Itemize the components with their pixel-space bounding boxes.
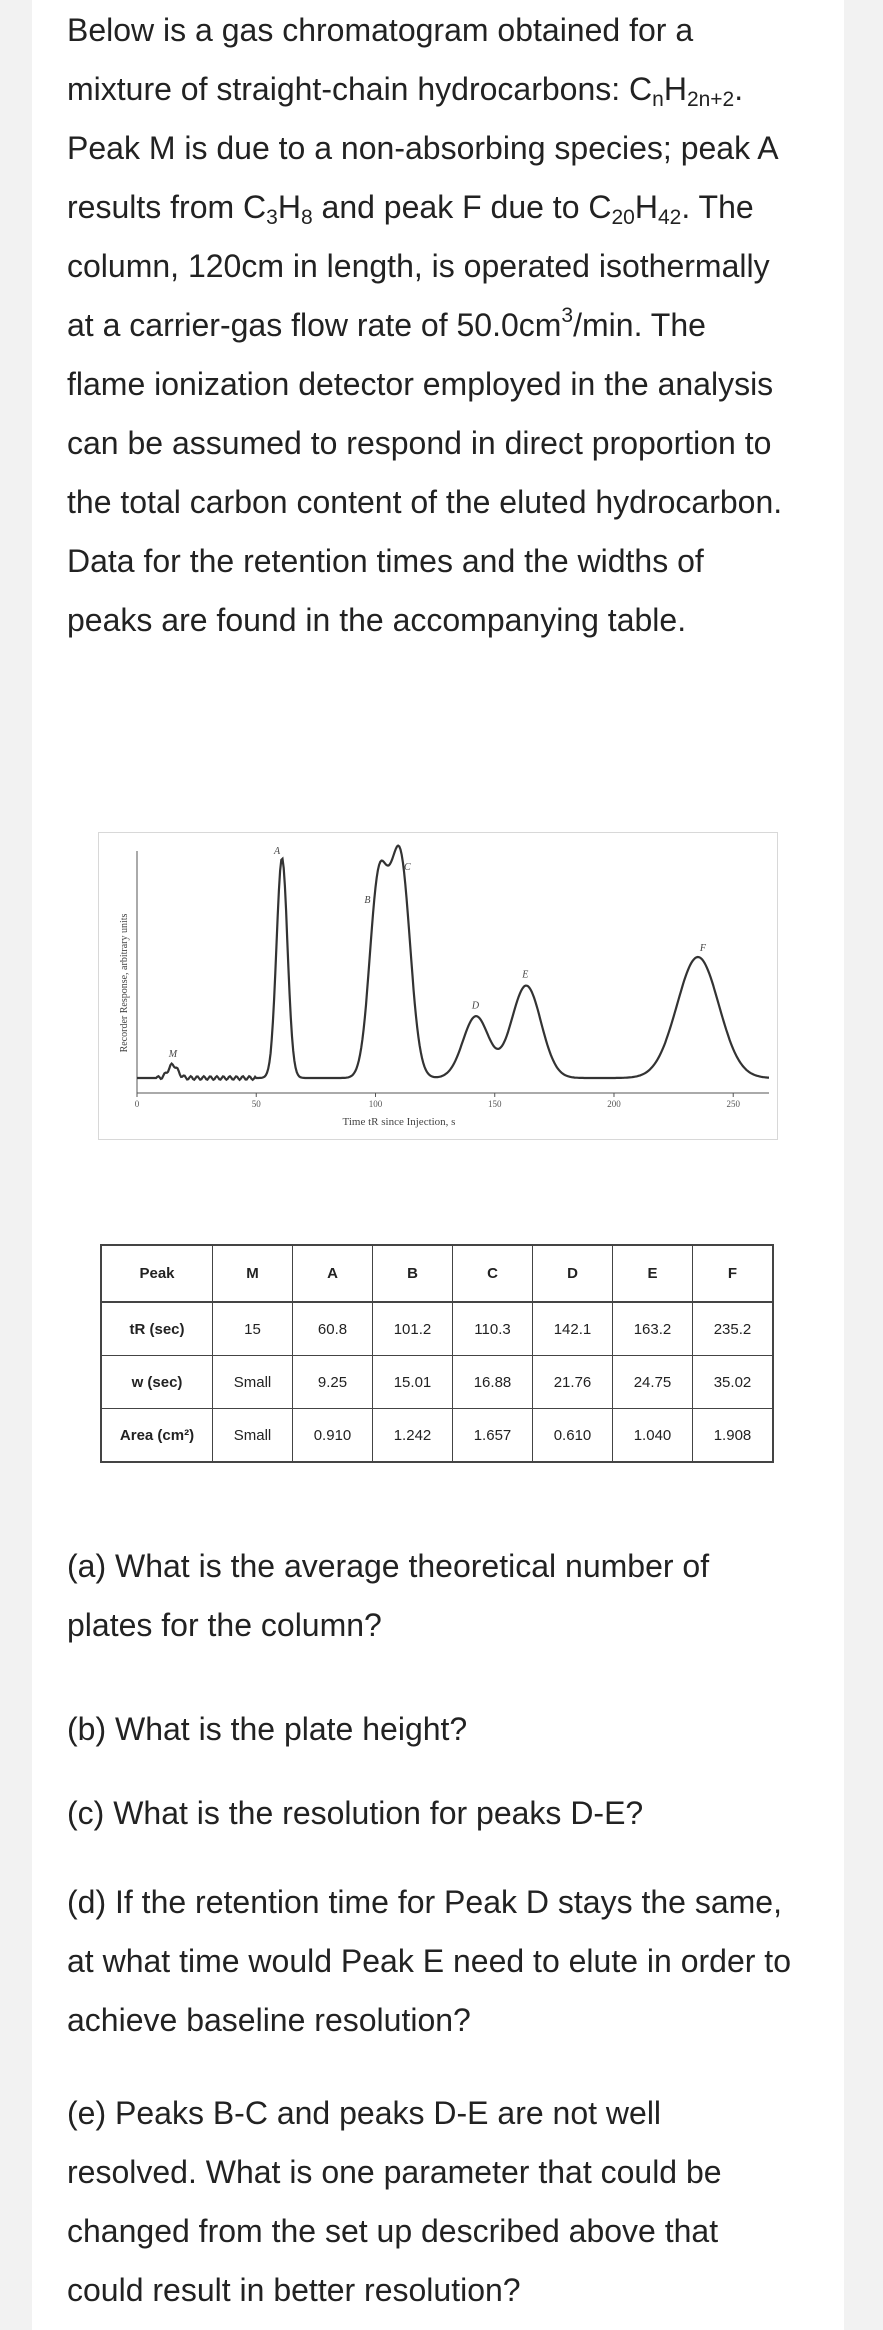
x-tick-label: 200 — [607, 1099, 621, 1109]
x-axis-label: Time tR since Injection, s — [342, 1116, 456, 1128]
header-cell: A — [293, 1245, 373, 1302]
question-a: (a) What is the average theoretical number of plates for the column? — [67, 1548, 710, 1643]
peak-label-f: F — [699, 943, 707, 954]
peak-labels — [168, 846, 707, 1060]
peak-label-d: D — [471, 1000, 480, 1012]
x-tick-label: 50 — [251, 1099, 261, 1109]
table-row — [101, 1356, 773, 1409]
table-row — [101, 1302, 773, 1356]
question-b: (b) What is the plate height? — [67, 1711, 468, 1747]
table-cell: 35.02 — [693, 1356, 774, 1409]
table-row — [101, 1409, 773, 1463]
peak-label-b: B — [364, 894, 371, 906]
y-axis-label: Recorder Response, arbitrary units — [119, 913, 130, 1053]
table-cell: 15 — [213, 1302, 293, 1356]
table-cell: 21.76 — [533, 1356, 613, 1409]
table-cell: 1.657 — [453, 1409, 533, 1463]
header-cell: B — [373, 1245, 453, 1302]
peak-data-table — [100, 1244, 774, 1463]
data-table-wrapper — [100, 1244, 774, 1463]
x-tick-label: 0 — [134, 1099, 140, 1109]
intro-paragraph: Below is a gas chromatogram obtained for a mixture of straight-chain hydrocarbons: $C_nH_{2n+2}$. Peak M is due to a non-absorbing species; peak A results from $C_3H_8$ and peak F due to $C_{20}H_{42}$. The column, 120cm in length, is operated isothermally at a carrier-gas flow rate of $50.0cm^3/\min$. The flame ionization detector employed in the analysis can be assumed to respond in direct proportion to the total carbon content of the eluted hydrocarbon. Data for the retention times and the widths of peaks are found in the accompanying table. — [67, 12, 783, 638]
x-ticks — [135, 1093, 741, 1109]
peak-label-c: C — [404, 862, 411, 873]
header-cell: C — [453, 1245, 533, 1302]
header-cell: M — [213, 1245, 293, 1302]
table-cell: 0.910 — [293, 1409, 373, 1463]
header-cell: F — [693, 1245, 774, 1302]
peak-label-a: A — [274, 846, 281, 857]
question-c: (c) What is the resolution for peaks D-E? — [67, 1795, 644, 1831]
table-cell: 16.88 — [453, 1356, 533, 1409]
peak-label-e: E — [522, 969, 529, 981]
header-cell: E — [613, 1245, 693, 1302]
table-cell: 235.2 — [693, 1302, 774, 1356]
chromatogram-figure — [98, 832, 778, 1140]
table-cell: 1.908 — [693, 1409, 774, 1463]
row-label: Area (cm²) — [101, 1409, 213, 1463]
table-cell: Small — [213, 1409, 293, 1463]
table-cell: Small — [213, 1356, 293, 1409]
table-cell: 1.040 — [613, 1409, 693, 1463]
chromatogram-plot — [99, 833, 777, 1139]
table-cell: 163.2 — [613, 1302, 693, 1356]
row-label: tR (sec) — [101, 1302, 213, 1356]
header-cell: D — [533, 1245, 613, 1302]
table-cell: 1.242 — [373, 1409, 453, 1463]
table-cell: 15.01 — [373, 1356, 453, 1409]
table-cell: 0.610 — [533, 1409, 613, 1463]
header-cell: Peak — [101, 1245, 213, 1302]
table-header-row — [101, 1245, 773, 1302]
table-cell: 9.25 — [293, 1356, 373, 1409]
table-cell: 142.1 — [533, 1302, 613, 1356]
x-tick-label: 250 — [726, 1099, 740, 1109]
x-tick-label: 150 — [487, 1099, 502, 1109]
x-tick-label: 100 — [368, 1099, 383, 1109]
table-cell: 101.2 — [373, 1302, 453, 1356]
chromatogram-trace — [137, 846, 769, 1080]
row-label: w (sec) — [101, 1356, 213, 1409]
question-d: (d) If the retention time for Peak D stays the same, at what time would Peak E need to elute in order to achieve baseline resolution? — [67, 1884, 791, 2038]
table-cell: 110.3 — [453, 1302, 533, 1356]
peak-label-m: M — [168, 1048, 178, 1060]
table-cell: 24.75 — [613, 1356, 693, 1409]
question-e: (e) Peaks B-C and peaks D-E are not well resolved. What is one parameter that could be changed from the set up described above that could result in better resolution? — [67, 2095, 722, 2308]
table-cell: 60.8 — [293, 1302, 373, 1356]
